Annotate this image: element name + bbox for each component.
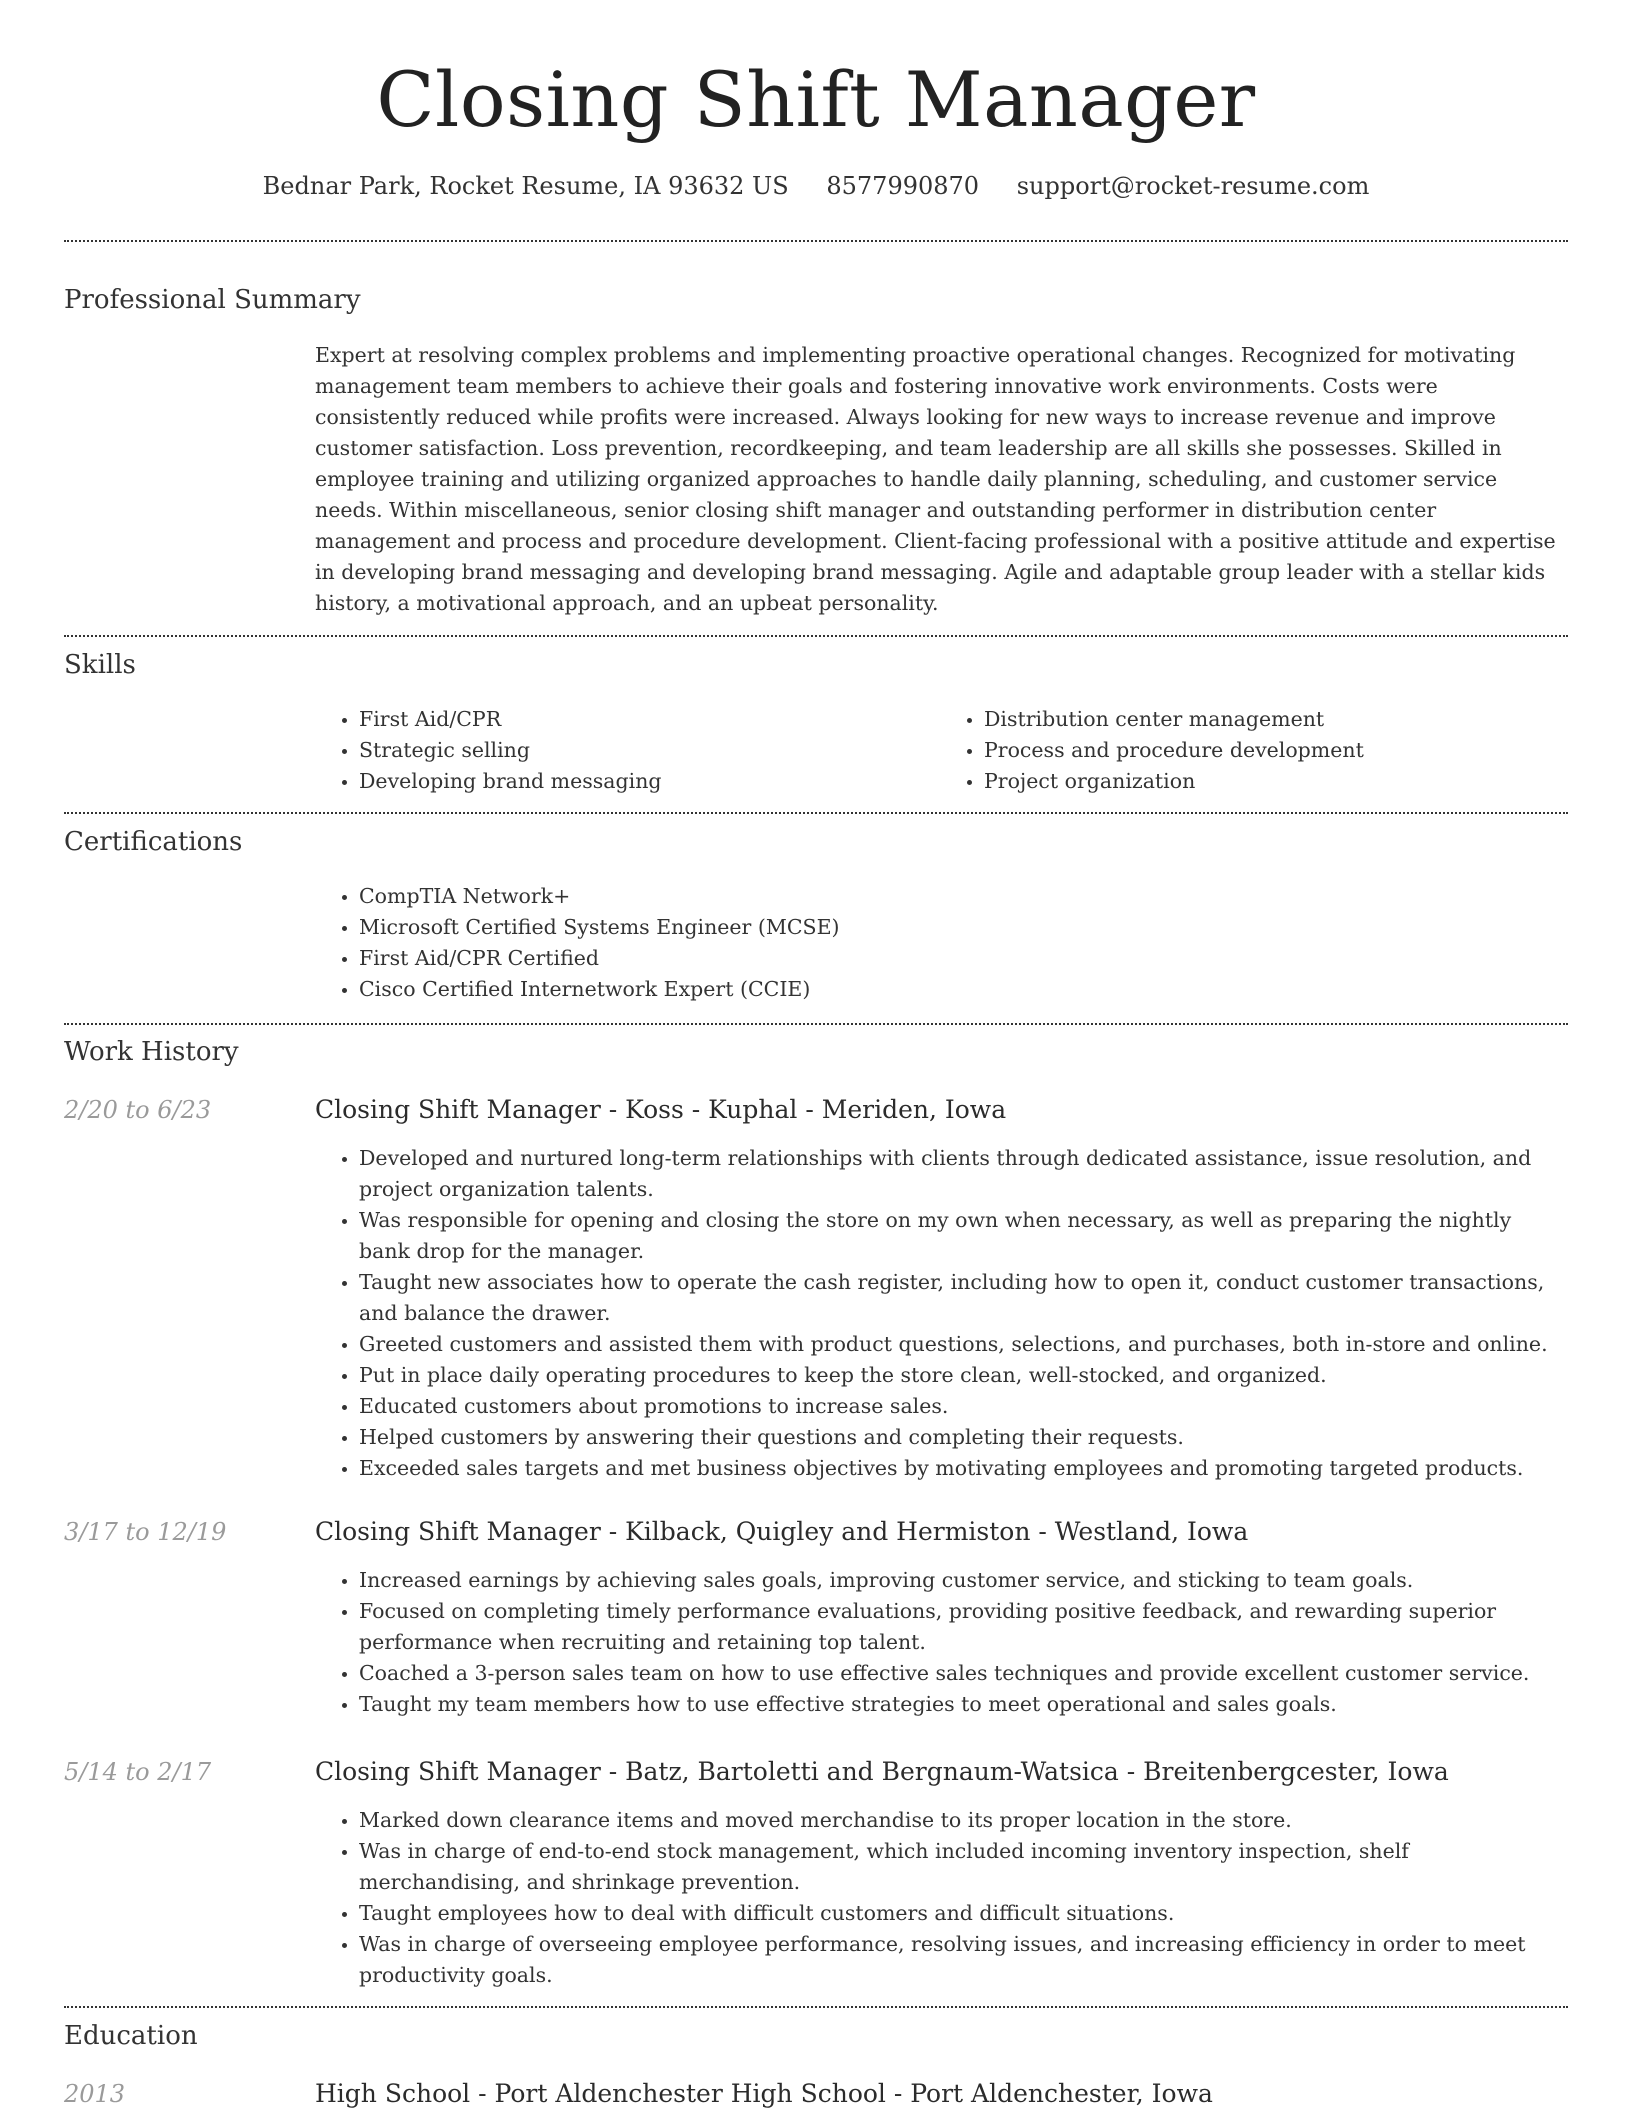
work-history-heading: Work History	[64, 1037, 239, 1067]
skills-heading: Skills	[64, 650, 136, 680]
job-dates: 5/14 to 2/17	[64, 1758, 212, 1786]
section-divider	[64, 240, 1568, 242]
skills-section	[315, 704, 1565, 797]
list-item: • Developing brand messaging	[359, 766, 940, 797]
list-item: • CompTIA Network+	[359, 881, 1565, 912]
section-divider	[64, 635, 1568, 637]
list-item: • First Aid/CPR Certified	[359, 943, 1565, 974]
list-item: • Process and procedure development	[984, 735, 1565, 766]
job-dates: 2/20 to 6/23	[64, 1096, 212, 1124]
contact-address: Bednar Park, Rocket Resume, IA 93632 US	[262, 172, 789, 200]
contact-email: support@rocket-resume.com	[1016, 172, 1370, 200]
list-item: • Cisco Certified Internetwork Expert (CCIE)	[359, 974, 1565, 1005]
certifications-section	[315, 881, 1565, 1005]
list-item: • Strategic selling	[359, 735, 940, 766]
summary-section	[315, 340, 1565, 619]
certifications-heading: Certifications	[64, 827, 243, 857]
list-item: • Greeted customers and assisted them with product questions, selections, and purchases, both in-store and online.	[359, 1329, 1565, 1360]
education-year: 2013	[64, 2080, 126, 2108]
education-title: High School - Port Aldenchester High School - Port Aldenchester, Iowa	[315, 2079, 1213, 2108]
summary-heading: Professional Summary	[64, 285, 361, 315]
job-bullets	[315, 1565, 1565, 1720]
list-item: • Put in place daily operating procedures to keep the store clean, well-stocked, and organized.	[359, 1360, 1565, 1391]
section-divider	[64, 812, 1568, 814]
job-title: Closing Shift Manager - Batz, Bartoletti and Bergnaum-Watsica - Breitenbergcester, Iowa	[315, 1757, 1449, 1786]
job-bullets	[315, 1805, 1565, 1991]
list-item: • Was in charge of overseeing employee performance, resolving issues, and increasing efficiency in order to meet productivity goals.	[359, 1929, 1565, 1991]
job-dates: 3/17 to 12/19	[64, 1518, 227, 1546]
section-divider	[64, 1023, 1568, 1025]
list-item: • First Aid/CPR	[359, 704, 940, 735]
list-item: • Taught my team members how to use effective strategies to meet operational and sales goals.	[359, 1689, 1565, 1720]
resume-name: Closing Shift Manager	[376, 55, 1256, 144]
certifications-list	[315, 881, 1565, 1005]
list-item: • Focused on completing timely performance evaluations, providing positive feedback, and rewarding superior performance when recruiting and retaining top talent.	[359, 1596, 1565, 1658]
list-item: • Marked down clearance items and moved merchandise to its proper location in the store.	[359, 1805, 1565, 1836]
list-item: • Microsoft Certified Systems Engineer (MCSE)	[359, 912, 1565, 943]
list-item: • Taught employees how to deal with difficult customers and difficult situations.	[359, 1898, 1565, 1929]
list-item: • Project organization	[984, 766, 1565, 797]
list-item: • Coached a 3-person sales team on how to use effective sales techniques and provide excellent customer service.	[359, 1658, 1565, 1689]
section-divider	[64, 2006, 1568, 2008]
list-item: • Distribution center management	[984, 704, 1565, 735]
education-heading: Education	[64, 2021, 198, 2051]
list-item: • Was responsible for opening and closing the store on my own when necessary, as well as preparing the nightly bank drop for the manager.	[359, 1205, 1565, 1267]
list-item: • Helped customers by answering their questions and completing their requests.	[359, 1422, 1565, 1453]
job-bullets	[315, 1143, 1565, 1484]
list-item: • Was in charge of end-to-end stock management, which included incoming inventory inspection, shelf merchandising, and shrinkage prevention.	[359, 1836, 1565, 1898]
list-item: • Taught new associates how to operate the cash register, including how to open it, conduct customer transactions, and balance the drawer.	[359, 1267, 1565, 1329]
list-item: • Increased earnings by achieving sales goals, improving customer service, and sticking to team goals.	[359, 1565, 1565, 1596]
skills-list-left	[315, 704, 940, 797]
job-title: Closing Shift Manager - Koss - Kuphal - Meriden, Iowa	[315, 1095, 1007, 1124]
list-item: • Developed and nurtured long-term relationships with clients through dedicated assistance, issue resolution, and project organization talents.	[359, 1143, 1565, 1205]
contact-phone: 8577990870	[826, 172, 980, 200]
list-item: • Exceeded sales targets and met business objectives by motivating employees and promoting targeted products.	[359, 1453, 1565, 1484]
contact-line	[0, 170, 1632, 202]
skills-list-right	[940, 704, 1565, 797]
list-item: • Educated customers about promotions to increase sales.	[359, 1391, 1565, 1422]
summary-text: Expert at resolving complex problems and implementing proactive operational changes. Recognized for motivating management team members to achieve their goals and fostering innovative work environments. Costs were consistently reduced while profits were increased. Always looking for new ways to increase revenue and improve customer satisfaction. Loss prevention, recordkeeping, and team leadership are all skills she possesses. Skilled in employee training and utilizing organized approaches to handle daily planning, scheduling, and customer service needs. Within miscellaneous, senior closing shift manager and outstanding performer in distribution center management and process and procedure development. Client-facing professional with a positive attitude and expertise in developing brand messaging and developing brand messaging. Agile and adaptable group leader with a stellar kids history, a motivational approach, and an upbeat personality.	[315, 343, 1556, 615]
job-title: Closing Shift Manager - Kilback, Quigley and Hermiston - Westland, Iowa	[315, 1517, 1249, 1546]
